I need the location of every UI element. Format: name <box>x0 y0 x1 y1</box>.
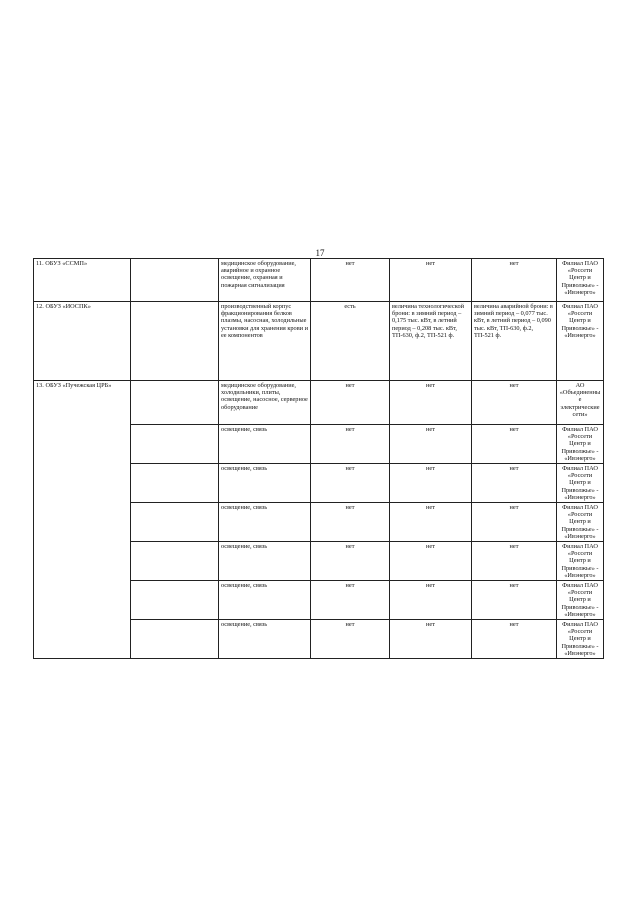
tech-reserve-cell: нет <box>390 259 472 302</box>
emergency-reserve-cell: нет <box>472 620 557 659</box>
reserve-cell: нет <box>311 425 390 464</box>
table-row <box>34 259 604 302</box>
tech-reserve-cell: нет <box>390 381 472 425</box>
grid-org-cell: Филиал ПАО «Россети Центр и Приволжье» - «Ивэнерго» <box>557 302 604 381</box>
emergency-reserve-cell: нет <box>472 503 557 542</box>
reserve-cell: нет <box>311 259 390 302</box>
empty-cell <box>131 620 219 659</box>
grid-org-cell: АО «Объединенные электрические сети» <box>557 381 604 425</box>
grid-org-cell: Филиал ПАО «Россети Центр и Приволжье» - «Ивэнерго» <box>557 620 604 659</box>
equipment-cell: освещение, связь <box>219 542 311 581</box>
empty-cell <box>131 425 219 464</box>
reserve-cell: есть <box>311 302 390 381</box>
org-name-cell: 13. ОБУЗ «Пучежская ЦРБ» <box>34 381 131 659</box>
emergency-reserve-cell: нет <box>472 542 557 581</box>
tech-reserve-cell: нет <box>390 620 472 659</box>
reserve-cell: нет <box>311 464 390 503</box>
reserve-table <box>33 258 604 659</box>
equipment-cell: медицинское оборудование, аварийное и охранное освещение, охранная и пожарная сигнализация <box>219 259 311 302</box>
emergency-reserve-cell: нет <box>472 464 557 503</box>
page-number: 17 <box>315 248 325 258</box>
equipment-cell: освещение, связь <box>219 620 311 659</box>
grid-org-cell: Филиал ПАО «Россети Центр и Приволжье» - «Ивэнерго» <box>557 542 604 581</box>
emergency-reserve-cell: нет <box>472 259 557 302</box>
empty-cell <box>131 302 219 381</box>
tech-reserve-cell: нет <box>390 464 472 503</box>
grid-org-cell: Филиал ПАО «Россети Центр и Приволжье» - «Ивэнерго» <box>557 464 604 503</box>
equipment-cell: медицинское оборудование, холодильники, плиты, освещение, насосное, серверное оборудование <box>219 381 311 425</box>
empty-cell <box>131 381 219 425</box>
reserve-cell: нет <box>311 503 390 542</box>
tech-reserve-cell: нет <box>390 542 472 581</box>
empty-cell <box>131 259 219 302</box>
reserve-cell: нет <box>311 542 390 581</box>
empty-cell <box>131 581 219 620</box>
grid-org-cell: Филиал ПАО «Россети Центр и Приволжье» - «Ивэнерго» <box>557 581 604 620</box>
table-row <box>34 381 604 425</box>
empty-cell <box>131 503 219 542</box>
equipment-cell: освещение, связь <box>219 425 311 464</box>
tech-reserve-cell: величина технологической брони: в зимний период – 0,175 тыс. кВт, в летний период – 0,208 тыс. кВт, ТП-630, ф.2, ТП-521 ф. <box>390 302 472 381</box>
grid-org-cell: Филиал ПАО «Россети Центр и Приволжье» - «Ивэнерго» <box>557 259 604 302</box>
equipment-cell: производственный корпус фракционирования белков плазмы, насосная, холодильные установки для хранения крови и ее компонентов <box>219 302 311 381</box>
tech-reserve-cell: нет <box>390 425 472 464</box>
emergency-reserve-cell: величина аварийной брони: в зимний период – 0,077 тыс. кВт, в летний период – 0,090 тыс. кВт, ТП-630, ф.2, ТП-521 ф. <box>472 302 557 381</box>
tech-reserve-cell: нет <box>390 581 472 620</box>
org-name-cell: 11. ОБУЗ «ССМП» <box>34 259 131 302</box>
empty-cell <box>131 542 219 581</box>
emergency-reserve-cell: нет <box>472 381 557 425</box>
reserve-cell: нет <box>311 381 390 425</box>
org-name-cell: 12. ОБУЗ «ИОСПК» <box>34 302 131 381</box>
equipment-cell: освещение, связь <box>219 503 311 542</box>
tech-reserve-cell: нет <box>390 503 472 542</box>
emergency-reserve-cell: нет <box>472 425 557 464</box>
emergency-reserve-cell: нет <box>472 581 557 620</box>
equipment-cell: освещение, связь <box>219 464 311 503</box>
reserve-cell: нет <box>311 581 390 620</box>
grid-org-cell: Филиал ПАО «Россети Центр и Приволжье» - «Ивэнерго» <box>557 425 604 464</box>
equipment-cell: освещение, связь <box>219 581 311 620</box>
empty-cell <box>131 464 219 503</box>
table-row <box>34 302 604 381</box>
reserve-cell: нет <box>311 620 390 659</box>
grid-org-cell: Филиал ПАО «Россети Центр и Приволжье» - «Ивэнерго» <box>557 503 604 542</box>
